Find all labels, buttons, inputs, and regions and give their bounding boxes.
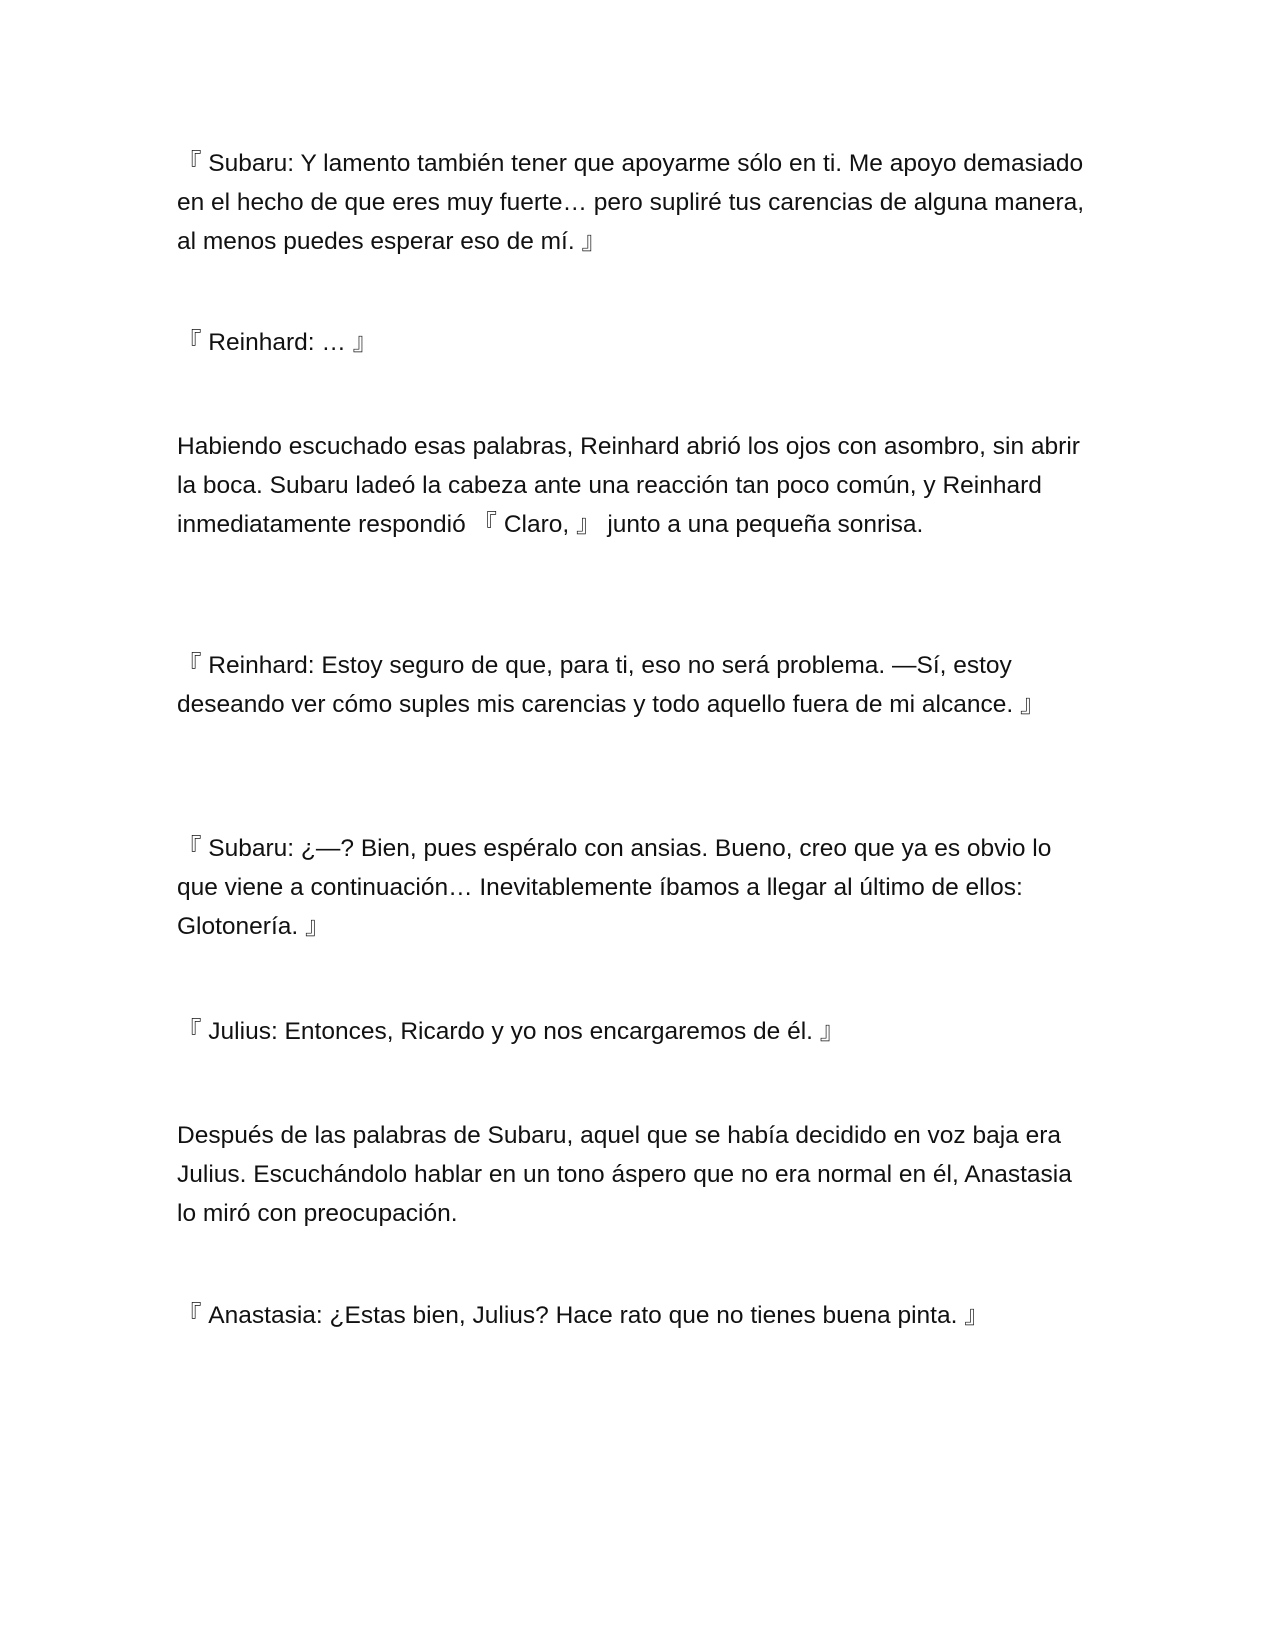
paragraph-narration-julius: Después de las palabras de Subaru, aquel que se había decidido en voz baja era Julius. Escuchándolo hablar en un tono áspero que no era normal en él, Anastasia lo miró con preocupación.: [177, 1122, 1072, 1227]
paragraph-anastasia-concern: 『 Anastasia: ¿Estas bien, Julius? Hace rato que no tienes buena pinta. 』: [177, 1302, 989, 1329]
paragraph-subaru-apology: 『 Subaru: Y lamento también tener que apoyarme sólo en ti. Me apoyo demasiado en el hecho de que eres muy fuerte… pero supliré tus carencias de alguna manera, al menos puedes esperar eso de mí. 』: [177, 150, 1085, 255]
paragraph-narration-reinhard-reaction: Habiendo escuchado esas palabras, Reinhard abrió los ojos con asombro, sin abrir la boca. Subaru ladeó la cabeza ante una reacción tan poco común, y Reinhard inmediatamente respondió 『 Claro, 』 junto a una pequeña sonrisa.: [177, 433, 1080, 538]
paragraph-reinhard-silence: 『 Reinhard: … 』: [177, 329, 378, 356]
paragraph-julius-volunteers: 『 Julius: Entonces, Ricardo y yo nos encargaremos de él. 』: [177, 1018, 845, 1045]
paragraph-subaru-gluttony: 『 Subaru: ¿—? Bien, pues espéralo con ansias. Bueno, creo que ya es obvio lo que viene a continuación… Inevitablemente íbamos a llegar al último de ellos: Glotonería. 』: [177, 835, 1052, 940]
paragraph-reinhard-reply: 『 Reinhard: Estoy seguro de que, para ti, eso no será problema. —Sí, estoy deseando ver cómo suples mis carencias y todo aquello fuera de mi alcance. 』: [177, 652, 1045, 718]
